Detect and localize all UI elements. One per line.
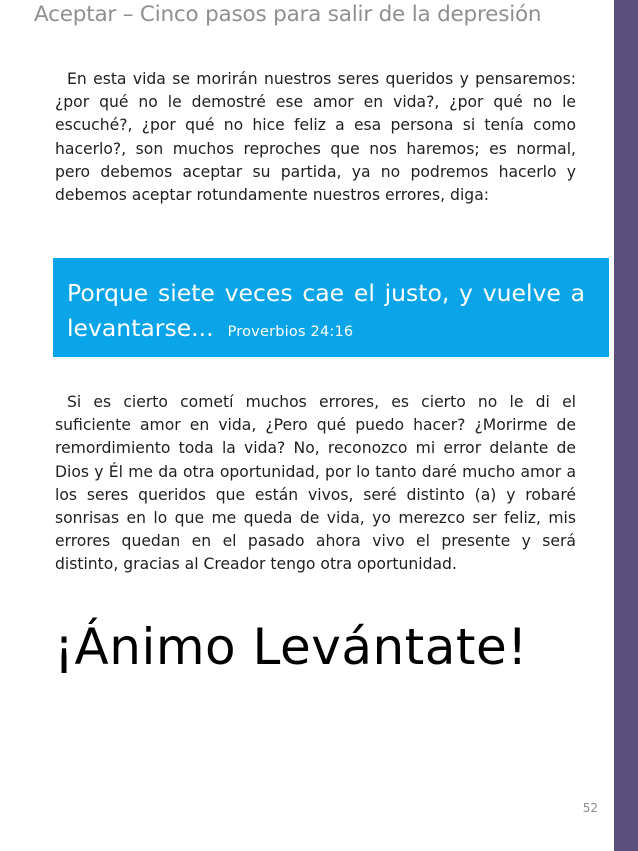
page-side-band	[614, 0, 638, 851]
scripture-reference: Proverbios 24:16	[227, 324, 354, 340]
page-number: 52	[582, 801, 598, 815]
scripture-quote-text: Porque siete veces cae el justo, y vuelve a levantarse...	[67, 279, 585, 342]
body-paragraph-1: En esta vida se morirán nuestros seres queridos y pensaremos: ¿por qué no le demostré ese amor en vida?, ¿por qué no le escuché?, ¿por qué no hice feliz a esa persona si tenía como hacerlo?, son muchos reproches que nos haremos; es normal, pero debemos aceptar su partida, ya no podremos hacerlo y debemos aceptar rotundamente nuestros errores, diga:	[55, 70, 576, 205]
scripture-quote-box	[53, 258, 609, 357]
scripture-quote	[67, 276, 585, 350]
running-header: Aceptar – Cinco pasos para salir de la depresión	[34, 2, 542, 27]
body-paragraph-2: Si es cierto cometí muchos errores, es cierto no le di el suficiente amor en vida, ¿Pero qué puedo hacer? ¿Morirme de remordimiento toda la vida? No, reconozco mi error delante de Dios y Él me da otra oportunidad, por lo tanto daré mucho amor a los seres queridos que están vivos, seré distinto (a) y robaré sonrisas en lo que me queda de vida, yo merezco ser feliz, mis errores quedan en el pasado ahora vivo el presente y será distinto, gracias al Creador tengo otra oportunidad.	[55, 393, 576, 574]
cheer-heading: ¡Ánimo Levántate!	[54, 618, 528, 676]
